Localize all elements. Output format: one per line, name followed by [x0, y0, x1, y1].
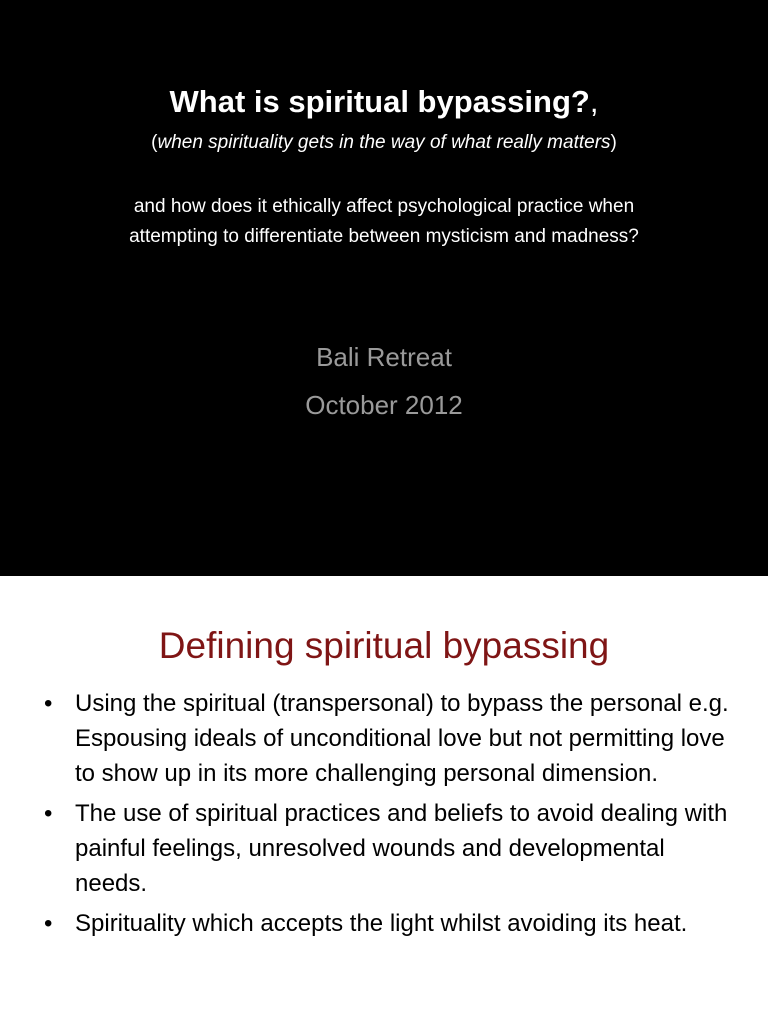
definition-list: [40, 686, 740, 946]
bullet-icon: •: [44, 800, 53, 827]
list-item-text: The use of spiritual practices and beliefs to avoid dealing with painful feelings, unresolved wounds and developmental needs.: [75, 800, 728, 897]
research-question: [0, 192, 768, 252]
definition-slide: [0, 576, 768, 1024]
slide-subtitle: [0, 130, 768, 156]
list-item-text: Using the spiritual (transpersonal) to bypass the personal e.g. Espousing ideals of unconditional love but not permitting love to show up in its more challenging personal dimension.: [75, 690, 729, 787]
subtitle-open-paren: (: [151, 132, 158, 153]
event-info: [0, 333, 768, 429]
event-date: October 2012: [305, 390, 463, 420]
subtitle-close-paren: ): [610, 132, 617, 153]
subtitle-italic-text: when spirituality gets in the way of what really matters: [157, 132, 611, 153]
bullet-icon: •: [44, 690, 53, 717]
list-item: [40, 906, 740, 941]
bullet-icon: •: [44, 910, 53, 937]
list-item: [40, 686, 740, 791]
list-item-text: Spirituality which accepts the light whilst avoiding its heat.: [75, 910, 688, 937]
question-line: and how does it ethically affect psychological practice when: [133, 196, 635, 217]
event-name: Bali Retreat: [316, 342, 452, 372]
slide-title-text: What is spiritual bypassing?: [169, 84, 590, 119]
slide-title-comma: ,: [589, 84, 599, 119]
slide-title: [0, 82, 768, 122]
list-item: [40, 796, 740, 901]
definition-title: Defining spiritual bypassing: [158, 625, 610, 666]
question-line: attempting to differentiate between mysticism and madness?: [129, 226, 639, 247]
